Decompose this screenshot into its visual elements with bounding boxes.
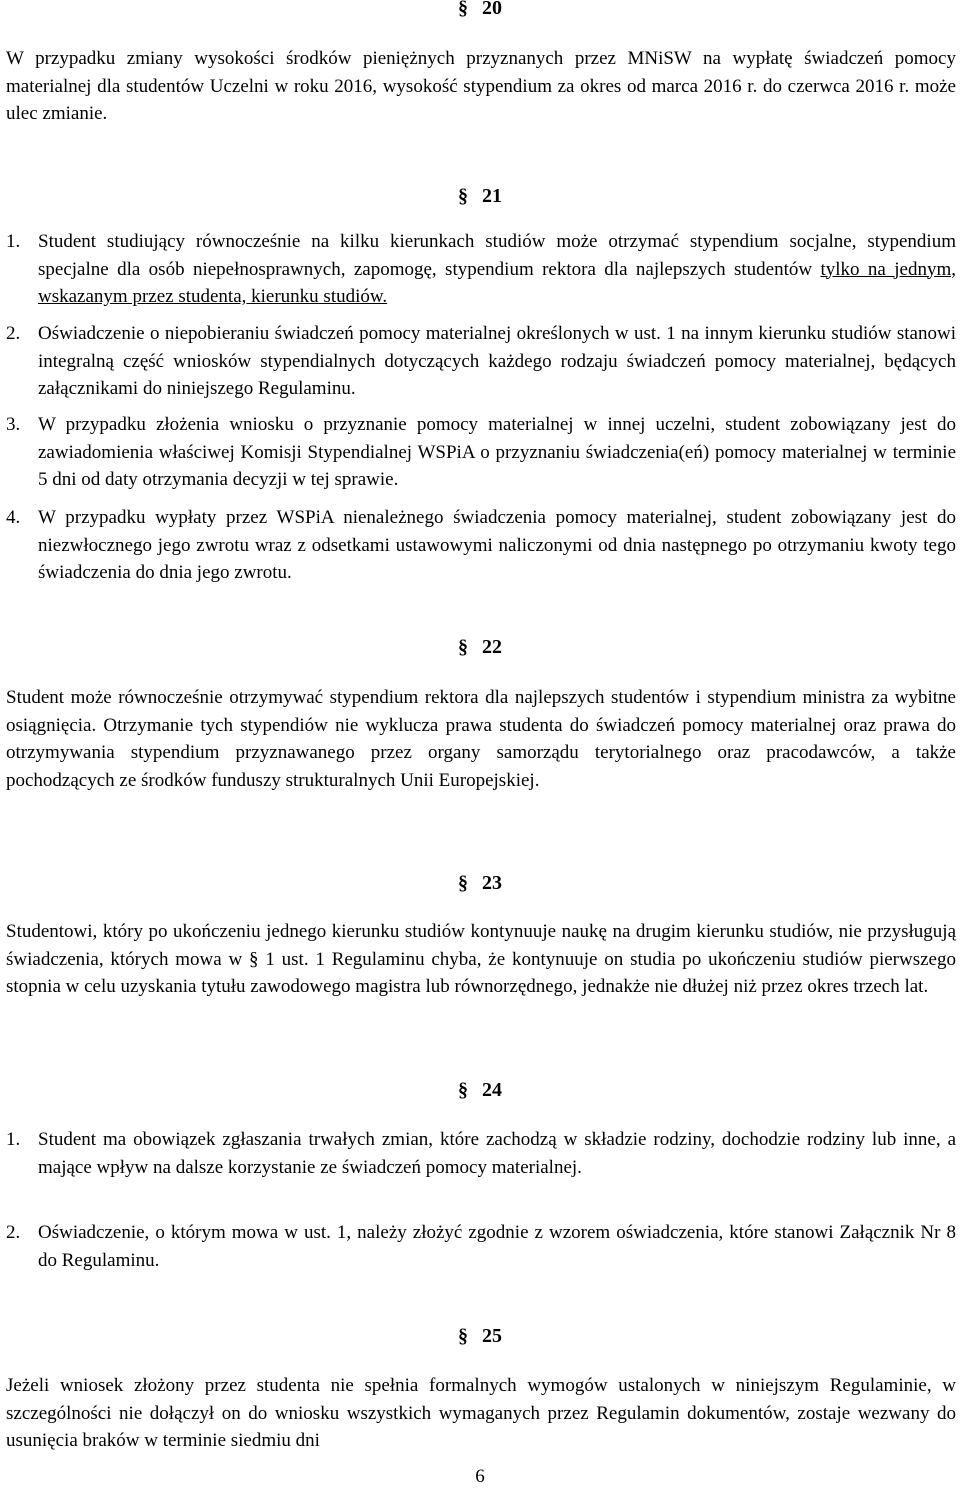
section-heading-22: § 22 — [458, 636, 502, 658]
section-21-item-2 — [6, 320, 956, 403]
item-number: 1. — [6, 1129, 21, 1150]
item-number: 1. — [6, 231, 21, 252]
page-number: 6 — [475, 1466, 485, 1487]
item-text: Oświadczenie, o którym mowa w ust. 1, należy złożyć zgodnie z wzorem oświadczenia, które stanowi Załącznik Nr 8 do Regulaminu. — [38, 1222, 956, 1271]
section-21-item-1 — [6, 228, 956, 311]
section-24-item-1 — [6, 1126, 956, 1181]
section-22-paragraph: Student może równocześnie otrzymywać stypendium rektora dla najlepszych studentów i stypendium ministra za wybitne osiągnięcia. Otrzymanie tych stypendiów nie wyklucza prawa studenta do świadczeń pomocy materialnej oraz prawa do otrzymywania stypendium przyznawanego przez organy samorządu terytorialnego oraz pracodawców, a także pochodzących ze środków funduszy strukturalnych Unii Europejskiej. — [6, 687, 956, 791]
section-21-item-3 — [6, 411, 956, 494]
section-heading-25: § 25 — [458, 1325, 502, 1347]
section-heading-21: § 21 — [458, 185, 502, 207]
section-23-paragraph: Studentowi, który po ukończeniu jednego kierunku studiów kontynuuje naukę na drugim kierunku studiów, nie przysługują świadczenia, których mowa w § 1 ust. 1 Regulaminu chyba, że kontynuuje on studia po ukończeniu studiów pierwszego stopnia w celu uzyskania tytułu zawodowego magistra lub równorzędnego, jednakże nie dłużej niż przez okres trzech lat. — [6, 921, 956, 997]
item-number: 2. — [6, 323, 21, 344]
item-text: Oświadczenie o niepobieraniu świadczeń pomocy materialnej określonych w ust. 1 na innym kierunku studiów stanowi integralną część wniosków stypendialnych dotyczących każdego rodzaju świadczeń pomocy materialnej, będących załącznikami do niniejszego Regulaminu. — [38, 323, 956, 399]
section-heading-20: § 20 — [458, 0, 502, 19]
item-number: 3. — [6, 414, 21, 435]
item-number: 4. — [6, 507, 21, 528]
section-24-item-2 — [6, 1219, 956, 1274]
item-text: Student ma obowiązek zgłaszania trwałych zmian, które zachodzą w składzie rodziny, dochodzie rodziny lub inne, a mające wpływ na dalsze korzystanie ze świadczeń pomocy materialnej. — [38, 1129, 956, 1178]
item-text: W przypadku złożenia wniosku o przyznanie pomocy materialnej w innej uczelni, student zobowiązany jest do zawiadomienia właściwej Komisji Stypendialnej WSPiA o przyznaniu świadczenia(eń) pomocy materialnej w terminie 5 dni od daty otrzymania decyzji w tej sprawie. — [38, 414, 956, 490]
item-number: 2. — [6, 1222, 21, 1243]
section-heading-23: § 23 — [458, 872, 502, 894]
section-25-paragraph: Jeżeli wniosek złożony przez studenta nie spełnia formalnych wymogów ustalonych w niniejszym Regulaminie, w szczególności nie dołączył on do wniosku wszystkich wymaganych przez Regulamin dokumentów, zostaje wezwany do usunięcia braków w terminie siedmiu dni — [6, 1375, 956, 1451]
underlined-text: tylko na jednym, wskazanym przez studenta, kierunku studiów. — [38, 258, 956, 307]
section-heading-24: § 24 — [458, 1079, 502, 1101]
section-20-paragraph: W przypadku zmiany wysokości środków pieniężnych przyznanych przez MNiSW na wypłatę świadczeń pomocy materialnej dla studentów Uczelni w roku 2016, wysokość stypendium za okres od marca 2016 r. do czerwca 2016 r. może ulec zmianie. — [6, 48, 956, 124]
item-text: Student studiujący równocześnie na kilku kierunkach studiów może otrzymać stypendium socjalne, stypendium specjalne dla osób niepełnosprawnych, zapomogę, stypendium rektora dla najlepszych studentów tylko na jednym, wskazanym przez studenta, kierunku studiów. — [38, 231, 956, 307]
item-text: W przypadku wypłaty przez WSPiA nienależnego świadczenia pomocy materialnej, student zobowiązany jest do niezwłocznego jego zwrotu wraz z odsetkami ustawowymi naliczonymi od dnia następnego po otrzymaniu kwoty tego świadczenia do dnia jego zwrotu. — [38, 507, 956, 583]
section-21-item-4 — [6, 504, 956, 587]
